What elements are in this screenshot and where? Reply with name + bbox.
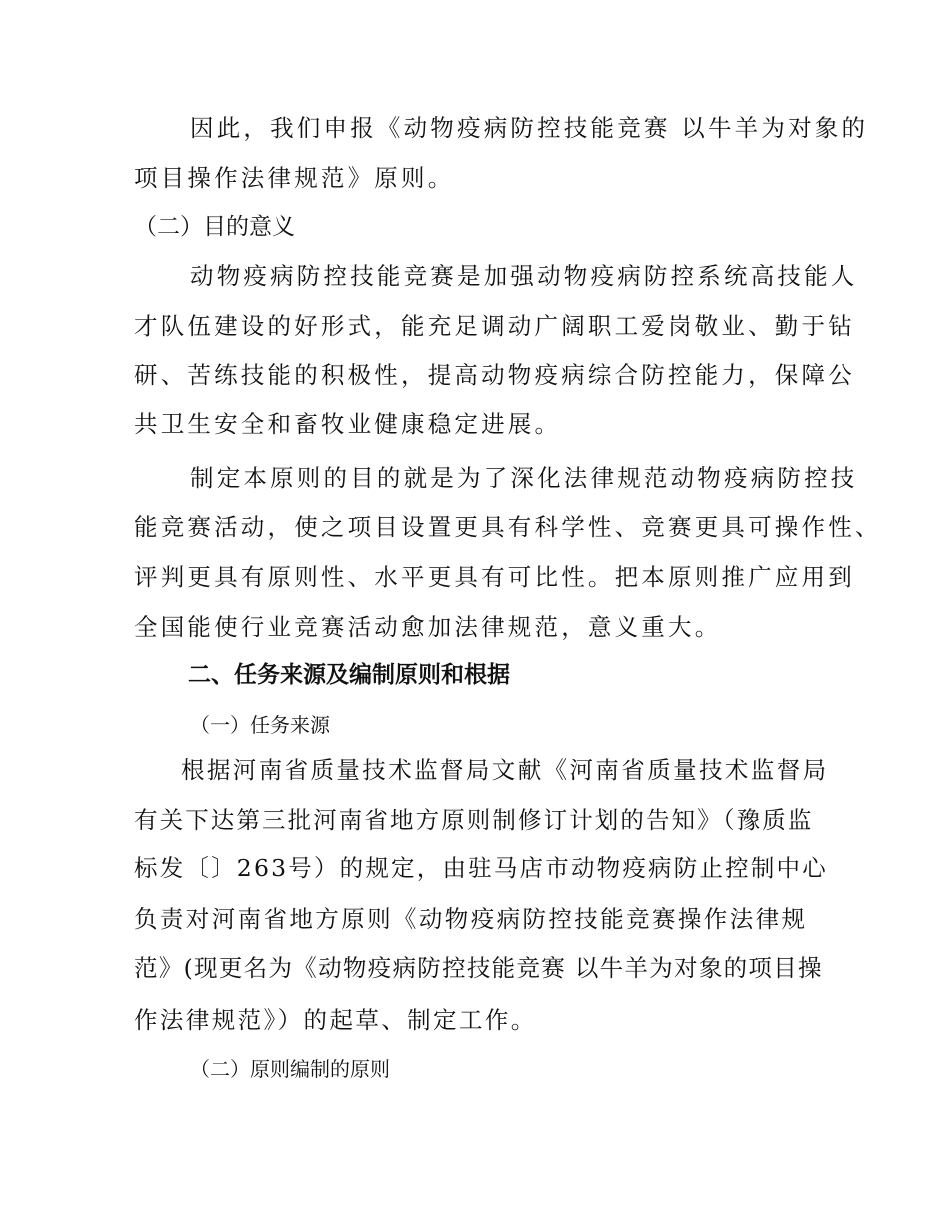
text-line: 才队伍建设的好形式，能充足调动广阔职工爱岗敬业、勤于钻 — [134, 312, 855, 340]
text-line: 共卫生安全和畜牧业健康稳定进展。 — [134, 410, 562, 438]
text-line: 作法律规范》）的起草、制定工作。 — [134, 1006, 537, 1034]
text-line: 有关下达第三批河南省地方原则制修订计划的告知》（豫质监 — [134, 806, 814, 834]
text-line: 标发〔〕263号）的规定，由驻马店市动物疫病防止控制中心 — [134, 854, 828, 882]
subsection-heading-task-source: （一）任务来源 — [190, 713, 330, 737]
text-line: 制定本原则的目的就是为了深化法律规范动物疫病防控技 — [190, 464, 858, 492]
text-line: 全国能使行业竞赛活动愈加法律规范，意义重大。 — [134, 613, 722, 641]
text-line: 动物疫病防控技能竞赛是加强动物疫病防控系统高技能人 — [190, 262, 858, 290]
subsection-heading-principles: （二）原则编制的原则 — [190, 1057, 390, 1081]
text-line: 研、苦练技能的积极性，提高动物疫病综合防控能力，保障公 — [134, 361, 855, 389]
text-line: 因此，我们申报《动物疫病防控技能竞赛 以牛羊为对象的 — [190, 114, 869, 142]
text-line: 根据河南省质量技术监督局文献《河南省质量技术监督局 — [181, 756, 829, 784]
section-heading-purpose: （二）目的意义 — [134, 214, 295, 240]
text-line: 负责对河南省地方原则《动物疫病防控技能竞赛操作法律规 — [134, 905, 808, 933]
text-line: 评判更具有原则性、水平更具有可比性。把本原则推广应用到 — [134, 563, 855, 591]
text-line: 能竞赛活动，使之项目设置更具有科学性、竞赛更具可操作性、 — [134, 513, 882, 541]
text-line: 项目操作法律规范》原则。 — [134, 164, 455, 192]
section-heading-task-source-and-principles: 二、任务来源及编制原则和根据 — [188, 662, 510, 688]
text-line: 范》(现更名为《动物疫病防控技能竞赛 以牛羊为对象的项目操 — [134, 954, 823, 982]
